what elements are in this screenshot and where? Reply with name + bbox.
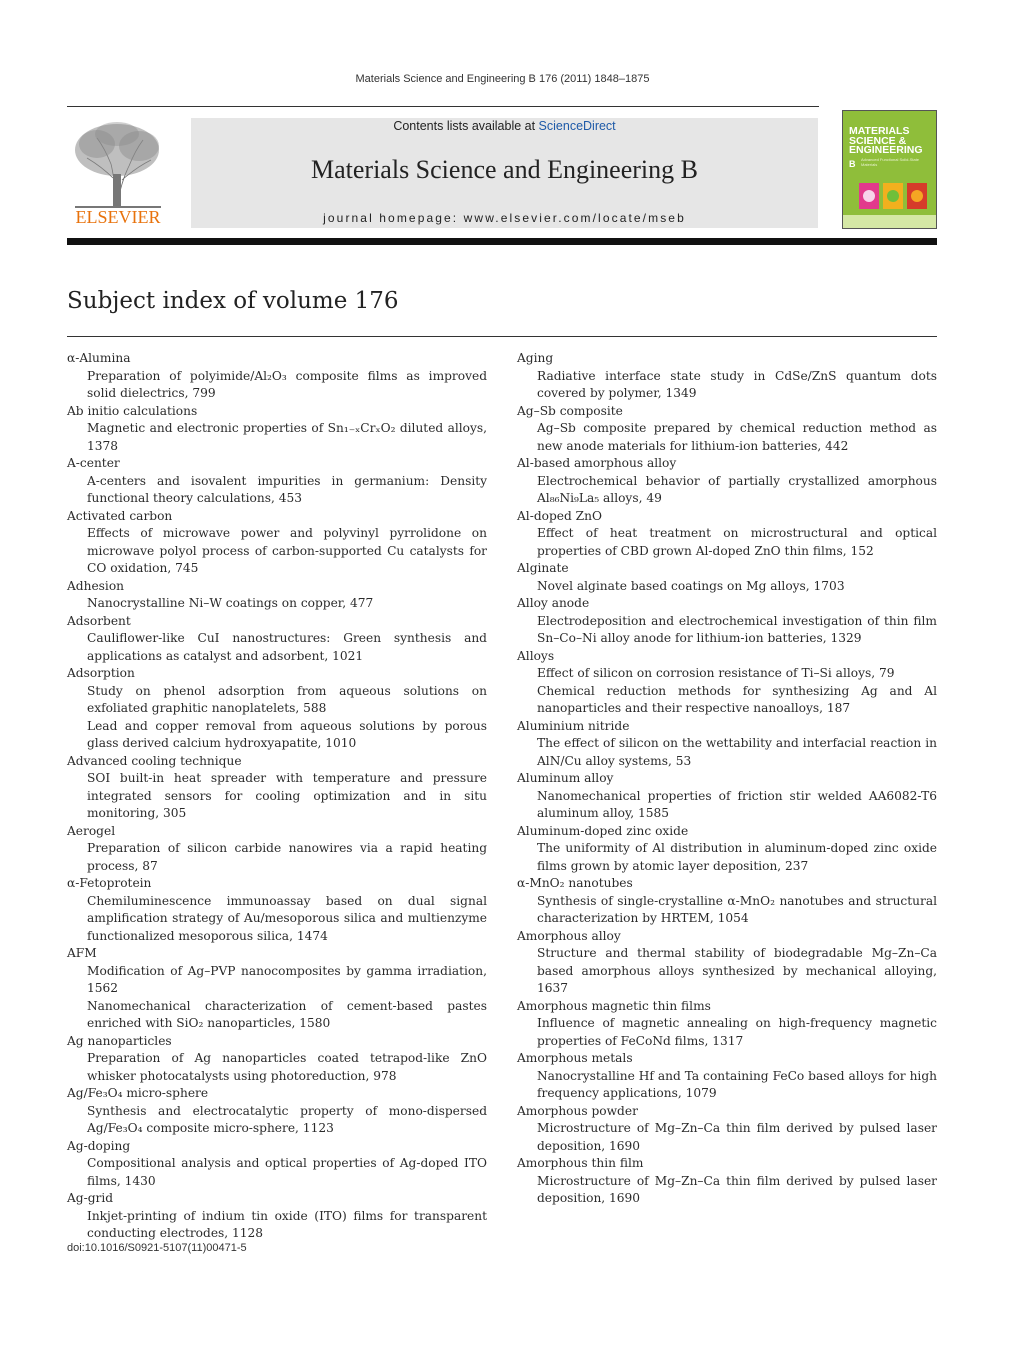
index-term: Amorphous magnetic thin films: [517, 998, 711, 1013]
elsevier-tree-icon: [67, 118, 169, 228]
index-term: AFM: [67, 946, 97, 960]
index-entry: Synthesis and electrocatalytic property of mono-dispersed Ag/Fe₃O₄ composite micro-sphere, 1123: [87, 1103, 487, 1135]
index-term: Amorphous powder: [517, 1103, 638, 1118]
index-term: α-Fetoprotein: [67, 876, 152, 890]
index-entry: Electrodeposition and electrochemical investigation of thin film Sn–Co–Ni alloy anode for lithium-ion batteries, 1329: [537, 613, 937, 645]
index-term: Amorphous thin film: [517, 1156, 644, 1170]
index-term: Aerogel: [67, 823, 116, 838]
index-entry: Effects of microwave power and polyvinyl pyrrolidone on microwave polyol process of carbon-supported Cu catalysts for CO oxidation, 745: [87, 526, 487, 575]
index-term: Alloys: [517, 648, 555, 663]
contents-prefix: Contents lists available at: [393, 119, 539, 133]
index-entry: Preparation of Ag nanoparticles coated tetrapod-like ZnO whisker photocatalysts using photoreduction, 978: [87, 1051, 487, 1083]
index-entry: Study on phenol adsorption from aqueous solutions on exfoliated graphitic nanoplatelets, 588: [87, 683, 487, 715]
index-term: Al-doped ZnO: [517, 508, 602, 523]
index-term: Amorphous metals: [517, 1051, 633, 1065]
index-term: Aluminum alloy: [517, 771, 614, 785]
index-entry: Nanocrystalline Hf and Ta containing FeCo based alloys for high frequency applications, 1079: [537, 1068, 937, 1100]
index-term: Alloy anode: [517, 596, 590, 610]
index-column-right: [517, 350, 937, 1208]
index-entry: Synthesis of single-crystalline α-MnO₂ nanotubes and structural characterization by HRTEM, 1054: [537, 893, 937, 925]
index-entry: Ag–Sb composite prepared by chemical reduction method as new anode materials for lithium-ion batteries, 442: [537, 421, 937, 453]
contents-line: [191, 119, 818, 133]
journal-cover: [842, 110, 937, 229]
index-entry: The effect of silicon on the wettability and interfacial reaction in AlN/Cu alloy systems, 53: [537, 736, 937, 768]
index-term: Ag nanoparticles: [67, 1033, 172, 1048]
index-entry: The uniformity of Al distribution in aluminum-doped zinc oxide films grown by atomic layer deposition, 237: [537, 841, 937, 873]
journal-homepage[interactable]: journal homepage: www.elsevier.com/locate/mseb: [323, 211, 686, 225]
index-entry: Inkjet-printing of indium tin oxide (ITO) films for transparent conducting electrodes, 1128: [87, 1208, 487, 1240]
header-thick-rule: [67, 238, 937, 245]
header-rule: [67, 106, 819, 107]
index-term: Adsorption: [67, 666, 135, 680]
index-entry: Novel alginate based coatings on Mg alloys, 1703: [537, 578, 845, 593]
journal-reference: Materials Science and Engineering B 176 (2011) 1848–1875: [355, 73, 650, 85]
cover-letter: B: [849, 159, 856, 169]
index-entry: Effect of silicon on corrosion resistance of Ti–Si alloys, 79: [537, 666, 895, 680]
index-entry: Compositional analysis and optical properties of Ag-doped ITO films, 1430: [87, 1156, 487, 1188]
index-entry: Nanocrystalline Ni–W coatings on copper, 477: [87, 596, 374, 610]
index-term: Amorphous alloy: [517, 928, 621, 943]
sciencedirect-link[interactable]: ScienceDirect: [538, 119, 616, 133]
index-entry: Influence of magnetic annealing on high-frequency magnetic properties of FeCoNd films, 1317: [537, 1016, 937, 1048]
title-rule: [67, 336, 937, 337]
journal-title: Materials Science and Engineering B: [311, 155, 698, 184]
index-term: Ag/Fe₃O₄ micro-sphere: [67, 1086, 209, 1100]
index-entry: Magnetic and electronic properties of Sn₁₋ₓCrₓO₂ diluted alloys, 1378: [87, 421, 487, 453]
index-term: A-center: [67, 456, 120, 470]
index-column-left: [67, 350, 487, 1243]
index-term: Al-based amorphous alloy: [517, 456, 677, 470]
index-entry: Nanomechanical characterization of cement-based pastes enriched with SiO₂ nanoparticles, 1580: [87, 998, 487, 1030]
index-entry: A-centers and isovalent impurities in germanium: Density functional theory calculations, 453: [87, 473, 487, 505]
index-entry: Microstructure of Mg–Zn–Ca thin film derived by pulsed laser deposition, 1690: [537, 1173, 937, 1205]
elsevier-logo: [67, 118, 169, 228]
index-term: α-Alumina: [67, 351, 131, 365]
index-entry: Structure and thermal stability of biodegradable Mg–Zn–Ca based amorphous alloys synthesized by mechanical alloying, 1637: [537, 946, 937, 995]
cover-image-icon: [859, 183, 929, 209]
index-entry: Cauliflower-like CuI nanostructures: Green synthesis and applications as catalyst and adsorbent, 1021: [87, 631, 487, 663]
index-term: Ag-grid: [67, 1191, 114, 1205]
publisher-name: ELSEVIER: [75, 207, 161, 227]
index-entry: SOI built-in heat spreader with temperature and pressure integrated sensors for cooling optimization and in situ monitoring, 305: [87, 771, 487, 820]
index-term: Aging: [517, 351, 554, 365]
index-term: Aluminum-doped zinc oxide: [517, 823, 689, 838]
index-entry: Preparation of silicon carbide nanowires via a rapid heating process, 87: [87, 841, 487, 873]
index-entry: Lead and copper removal from aqueous solutions by porous glass derived calcium hydroxyapatite, 1010: [87, 718, 487, 750]
index-entry: Preparation of polyimide/Al₂O₃ composite films as improved solid dielectrics, 799: [87, 368, 487, 400]
index-term: Advanced cooling technique: [67, 753, 242, 768]
index-entry: Modification of Ag–PVP nanocomposites by gamma irradiation, 1562: [87, 963, 487, 995]
index-term: Ab initio calculations: [67, 403, 198, 418]
index-term: Ag-doping: [67, 1138, 131, 1153]
index-term: Alginate: [517, 561, 569, 575]
index-term: α-MnO₂ nanotubes: [517, 876, 633, 890]
index-term: Adhesion: [67, 578, 125, 593]
index-entry: Chemiluminescence immunoassay based on dual signal amplification strategy of Au/mesoporous silica and multienzyme functionalized mesoporous silica, 1474: [87, 893, 487, 943]
index-entry: Electrochemical behavior of partially crystallized amorphous Al₈₆Ni₉La₅ alloys, 49: [537, 473, 937, 505]
doi[interactable]: doi:10.1016/S0921-5107(11)00471-5: [67, 1242, 247, 1254]
journal-banner: [191, 118, 818, 228]
index-term: Aluminium nitride: [517, 718, 630, 733]
index-entry: Radiative interface state study in CdSe/ZnS quantum dots covered by polymer, 1349: [537, 368, 937, 400]
cover-subtitle: Advanced Functional Solid-State Materials: [861, 157, 920, 167]
cover-title: MATERIALS SCIENCE & ENGINEERING: [849, 125, 923, 156]
index-entry: Chemical reduction methods for synthesizing Ag and Al nanoparticles and their respective nanoalloys, 187: [537, 683, 937, 715]
index-entry: Effect of heat treatment on microstructural and optical properties of CBD grown Al-doped ZnO thin films, 152: [537, 526, 937, 558]
index-term: Ag–Sb composite: [517, 403, 623, 418]
page-title: Subject index of volume 176: [67, 288, 399, 314]
index-entry: Microstructure of Mg–Zn–Ca thin film derived by pulsed laser deposition, 1690: [537, 1121, 937, 1153]
cover-strip: [843, 215, 936, 228]
index-term: Activated carbon: [67, 508, 173, 523]
index-term: Adsorbent: [67, 613, 131, 628]
index-entry: Nanomechanical properties of friction stir welded AA6082-T6 aluminum alloy, 1585: [537, 788, 937, 820]
